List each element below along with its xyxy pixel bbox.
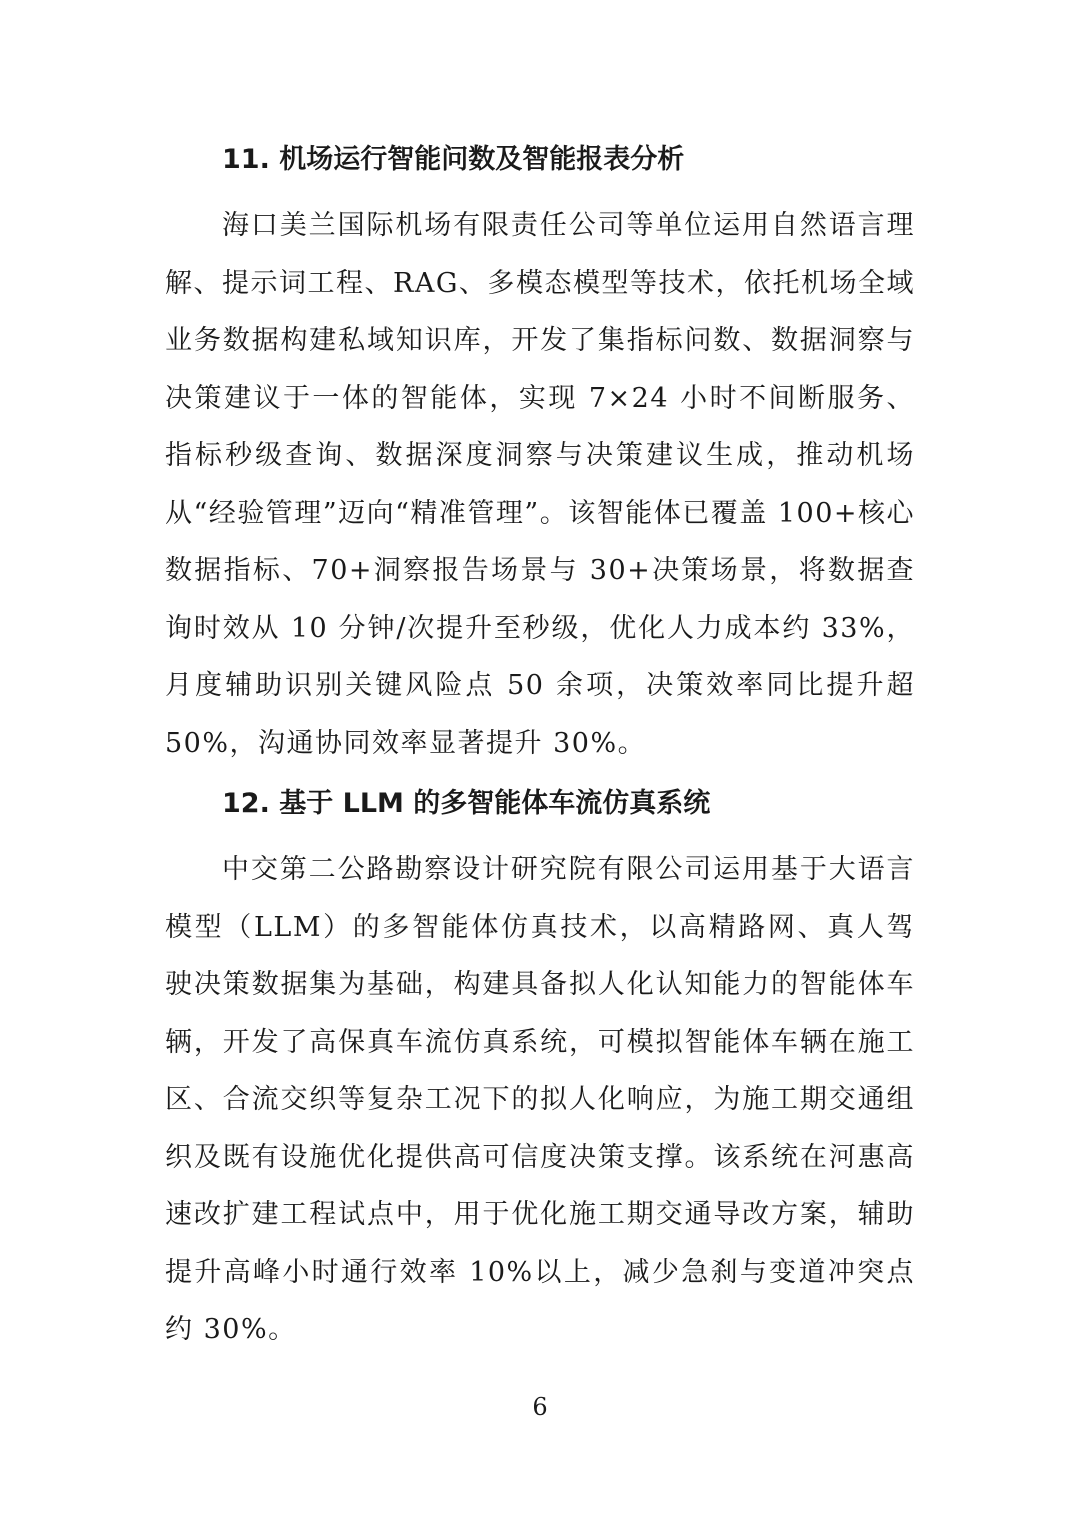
section-12-body: 中交第二公路勘察设计研究院有限公司运用基于大语言模型（LLM）的多智能体仿真技术，以高精路网、真人驾驶决策数据集为基础，构建具备拟人化认知能力的智能体车辆，开发了高保真车流仿真系统，可模拟智能体车辆在施工区、合流交织等复杂工况下的拟人化响应，为施工期交通组织及既有设施优化提供高可信度决策支撑。该系统在河惠高速改扩建工程试点中，用于优化施工期交通导改方案，辅助提升高峰小时通行效率 10%以上，减少急刹与变道冲突点约 30%。 — [165, 854, 915, 1345]
page-number: 6 — [532, 1393, 548, 1421]
section-11-heading: 11. 机场运行智能问数及智能报表分析 — [222, 144, 685, 175]
section-12-heading: 12. 基于 LLM 的多智能体车流仿真系统 — [222, 788, 711, 819]
section-11-body: 海口美兰国际机场有限责任公司等单位运用自然语言理解、提示词工程、RAG、多模态模型等技术，依托机场全域业务数据构建私域知识库，开发了集指标问数、数据洞察与决策建议于一体的智能体，实现 7×24 小时不间断服务、指标秒级查询、数据深度洞察与决策建议生成，推动机场从“经验管理”迈向“精准管理”。该智能体已覆盖 100+核心数据指标、70+洞察报告场景与 30+决策场景，将数据查询时效从 10 分钟/次提升至秒级，优化人力成本约 33%，月度辅助识别关键风险点 50 余项，决策效率同比提升超 50%，沟通协同效率显著提升 30%。 — [165, 210, 915, 759]
